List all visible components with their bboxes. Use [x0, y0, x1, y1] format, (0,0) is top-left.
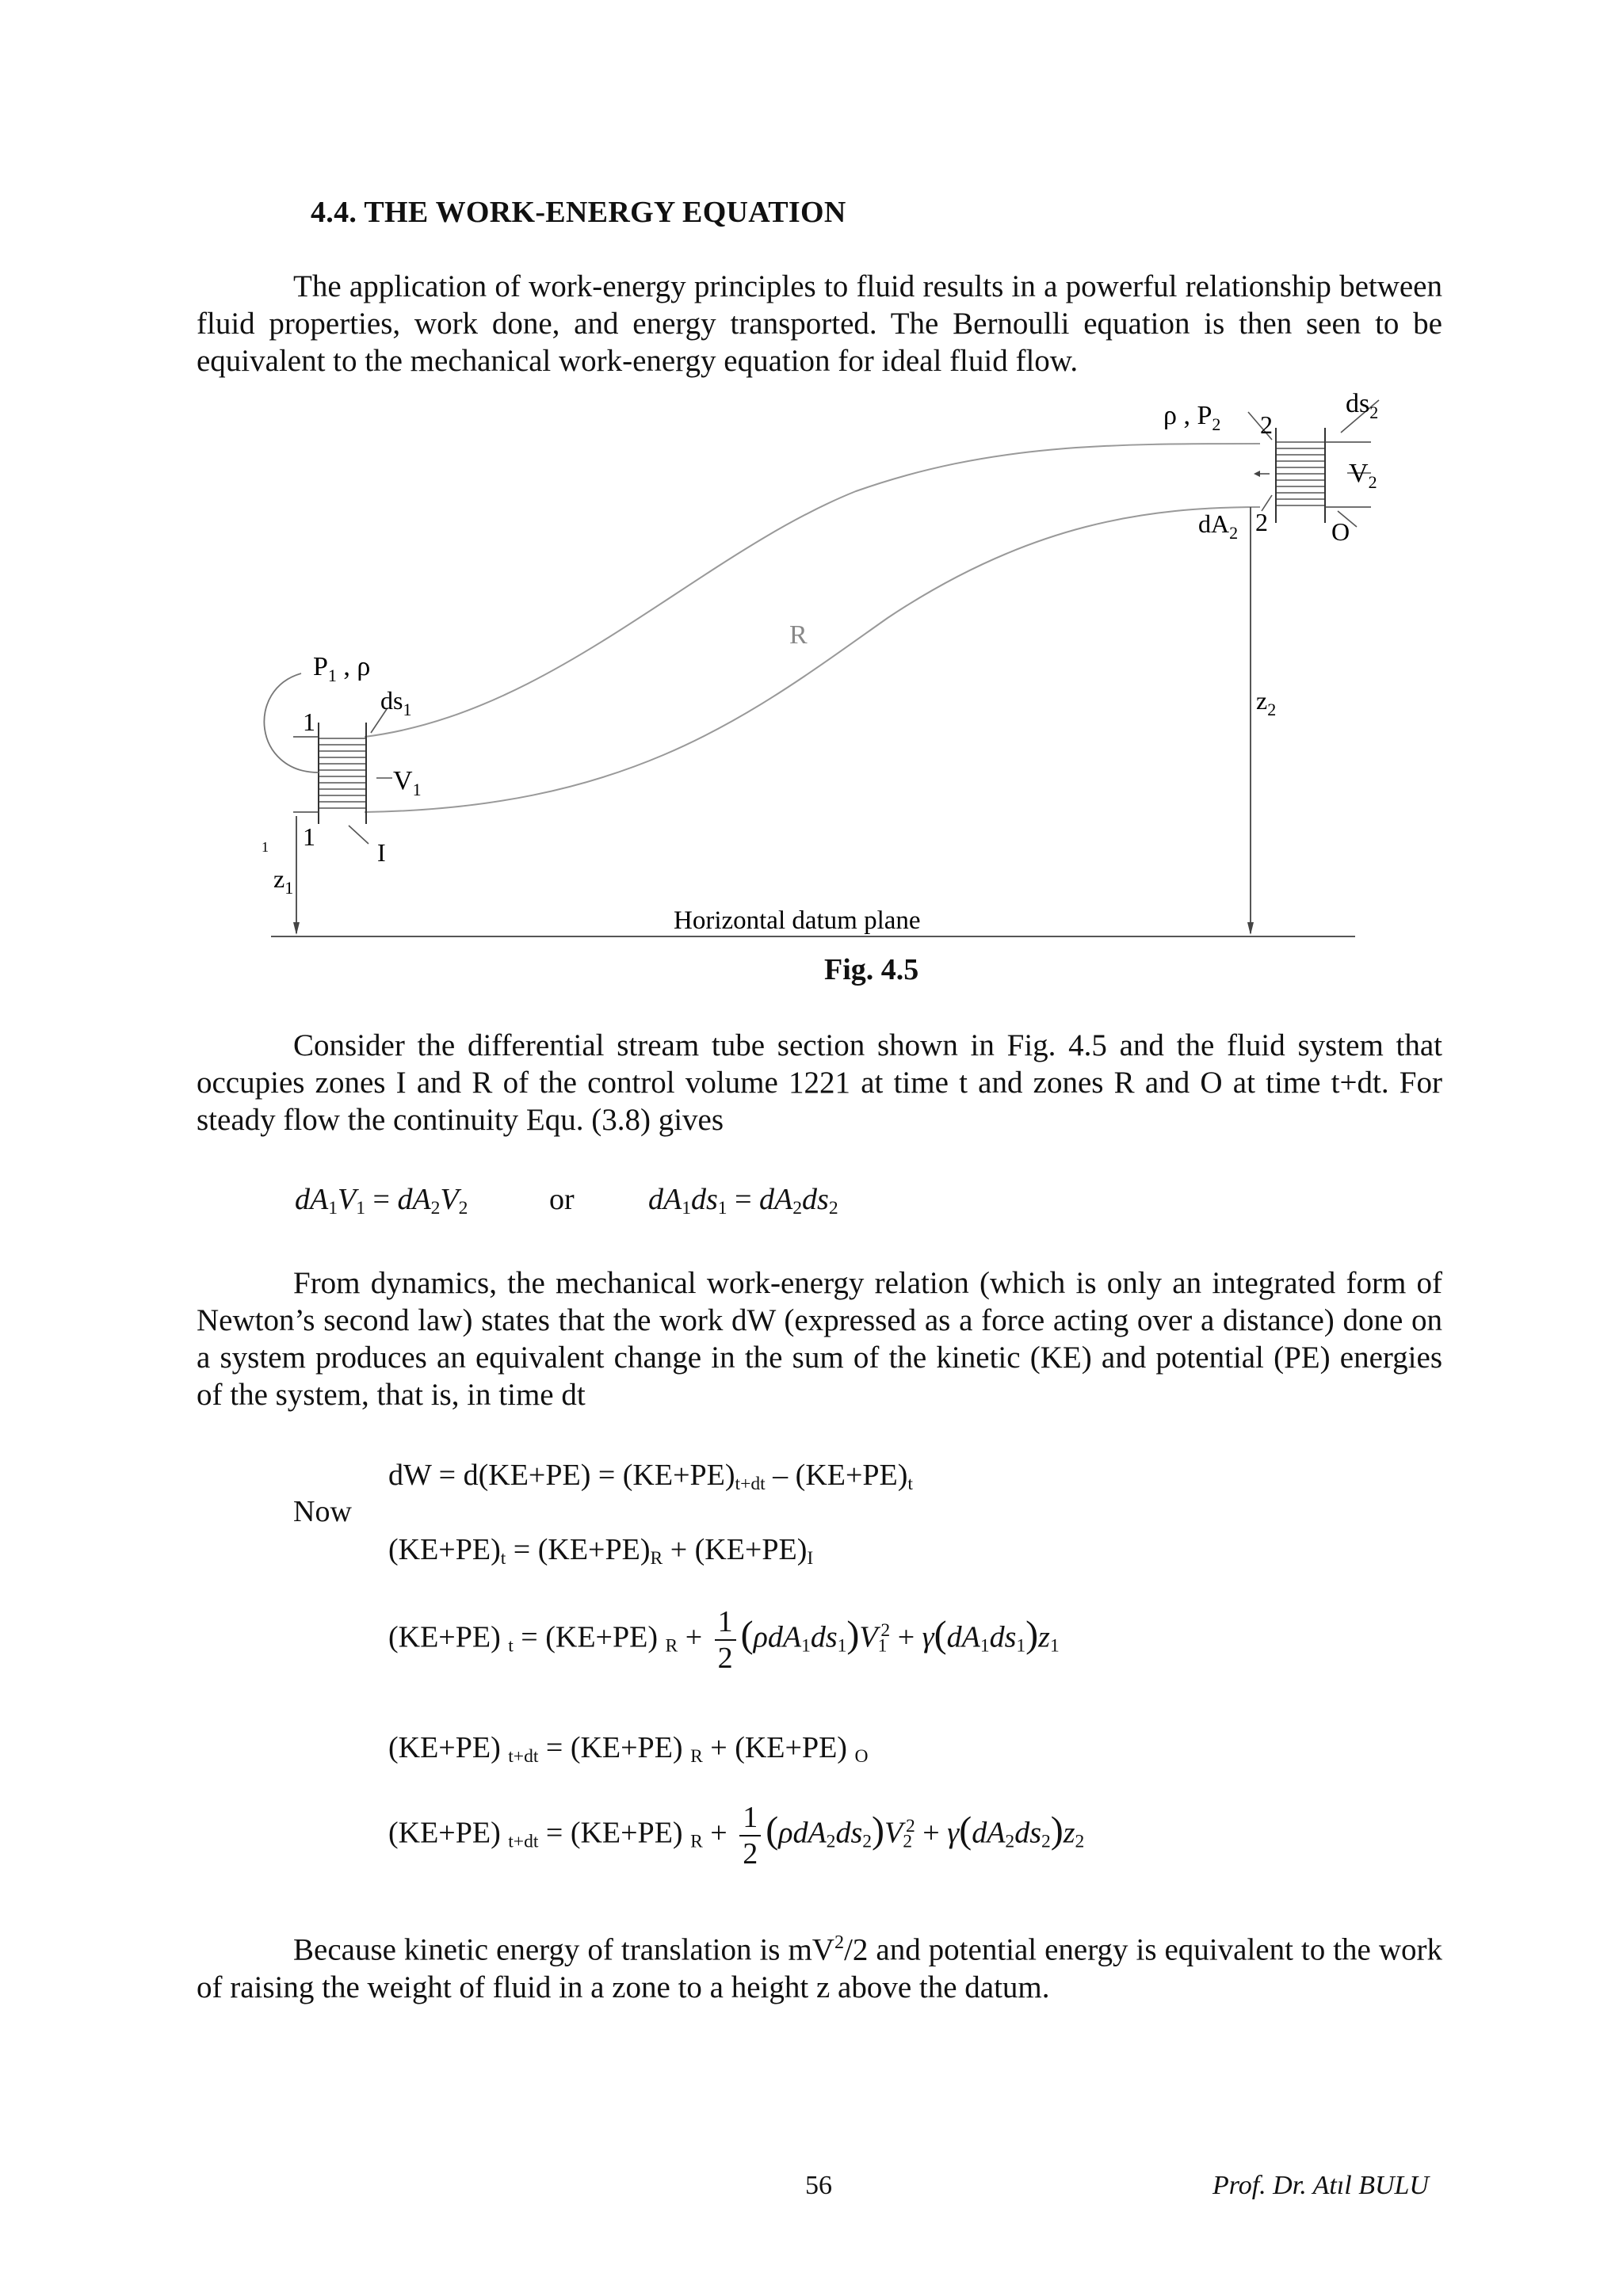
- label-p1-rho: $P_1$ , ρ: [313, 652, 371, 685]
- label-sec1-bot: 1: [303, 822, 315, 851]
- label-ds1: $ds_1$: [380, 686, 412, 719]
- footer-author: Prof. Dr. Atıl BULU: [1212, 2171, 1429, 2200]
- continuity-paragraph: Consider the differential stream tube section shown in Fig. 4.5 and the fluid system that occupies zones I and R of the control volume 1221 at time t and zones R and O at time t+dt. For steady flow the continuity Equ. (3.8) gives: [197, 1028, 1442, 1137]
- label-datum: Horizontal datum plane: [674, 906, 921, 935]
- energy-at-t-expanded: (KE+PE) $_t$ = (KE+PE) $_R$ + $\frac{1}{2}$ $(\rho dA_1ds_1)V_1^2 + \gamma(dA_1ds_1)z_1$: [388, 1605, 1060, 1675]
- label-zone-o: O: [1331, 517, 1350, 546]
- stream-tube-lower-wall: [365, 507, 1260, 812]
- energy-at-t-equation: $(KE+PE)_t = (KE+PE)_R + (KE+PE)_I$: [388, 1533, 814, 1569]
- work-energy-paragraph: From dynamics, the mechanical work-energy relation (which is only an integrated form of Newton’s second law) states that the work dW (expressed as a force acting over a distance) done on a system produces an equivalent change in the sum of the kinetic (KE) and potential (PE) energies of the system, that is, in time dt: [197, 1266, 1442, 1412]
- label-z2: $z_2$: [1256, 686, 1277, 719]
- figure-caption: Fig. 4.5: [824, 953, 919, 986]
- stream-tube-upper-wall: [365, 444, 1260, 737]
- continuity-equation: $dA_1V_1 = dA_2V_2$: [295, 1183, 468, 1219]
- label-sec2-top: 2: [1260, 410, 1273, 439]
- intro-paragraph: The application of work-energy principles to fluid results in a powerful relationship between fluid properties, work done, and energy transported. The Bernoulli equation is then seen to be equivalent to the mechanical work-energy equation for ideal fluid flow.: [197, 269, 1442, 378]
- section-heading: 4.4. THE WORK-ENERGY EQUATION: [311, 196, 846, 229]
- label-zone-i: I: [377, 838, 386, 867]
- label-rho-p2: ρ , $P_2$: [1163, 401, 1221, 434]
- continuity-equation-alt: $dA_1ds_1 = dA_2ds_2$: [648, 1183, 838, 1219]
- stream-tube-figure: [0, 0, 1623, 990]
- label-small-one: 1: [262, 839, 269, 855]
- work-energy-equation: dW = $d(KE+PE) = (KE+PE)_{t+dt} - (KE+PE)_t$: [388, 1459, 913, 1494]
- label-zone-r: R: [789, 620, 808, 650]
- label-da2: $dA_2$: [1198, 509, 1239, 543]
- label-z1: $z_1$: [273, 864, 294, 898]
- label-sec2-bot: 2: [1255, 508, 1268, 536]
- energy-at-t-dt-equation: (KE+PE) $_{t+dt}$ = (KE+PE) $_R$ + (KE+PE) $_O$: [388, 1731, 869, 1767]
- label-sec1-top: 1: [303, 707, 315, 736]
- label-v1: $V_1$: [393, 766, 422, 799]
- section-1-element: [319, 738, 366, 808]
- now-text: Now: [293, 1495, 352, 1528]
- page-number: 56: [805, 2171, 832, 2200]
- energy-at-t-dt-expanded: (KE+PE) $_{t+dt}$ = (KE+PE) $_R$ + $\frac{1}{2}$ $(\rho dA_2ds_2)V_2^2 + \gamma(dA_2ds_2)z_2$: [388, 1801, 1085, 1871]
- section-2-element: [1276, 442, 1325, 505]
- or-text: or: [549, 1183, 575, 1216]
- label-v2: $V_2$: [1349, 459, 1377, 492]
- label-ds2: $ds_2$: [1346, 389, 1379, 422]
- energy-definition-paragraph: Because kinetic energy of translation is $mV^2/2$ and potential energy is equivalent to the work of raising the weight of fluid in a zone to a height z above the datum.: [197, 1932, 1442, 2004]
